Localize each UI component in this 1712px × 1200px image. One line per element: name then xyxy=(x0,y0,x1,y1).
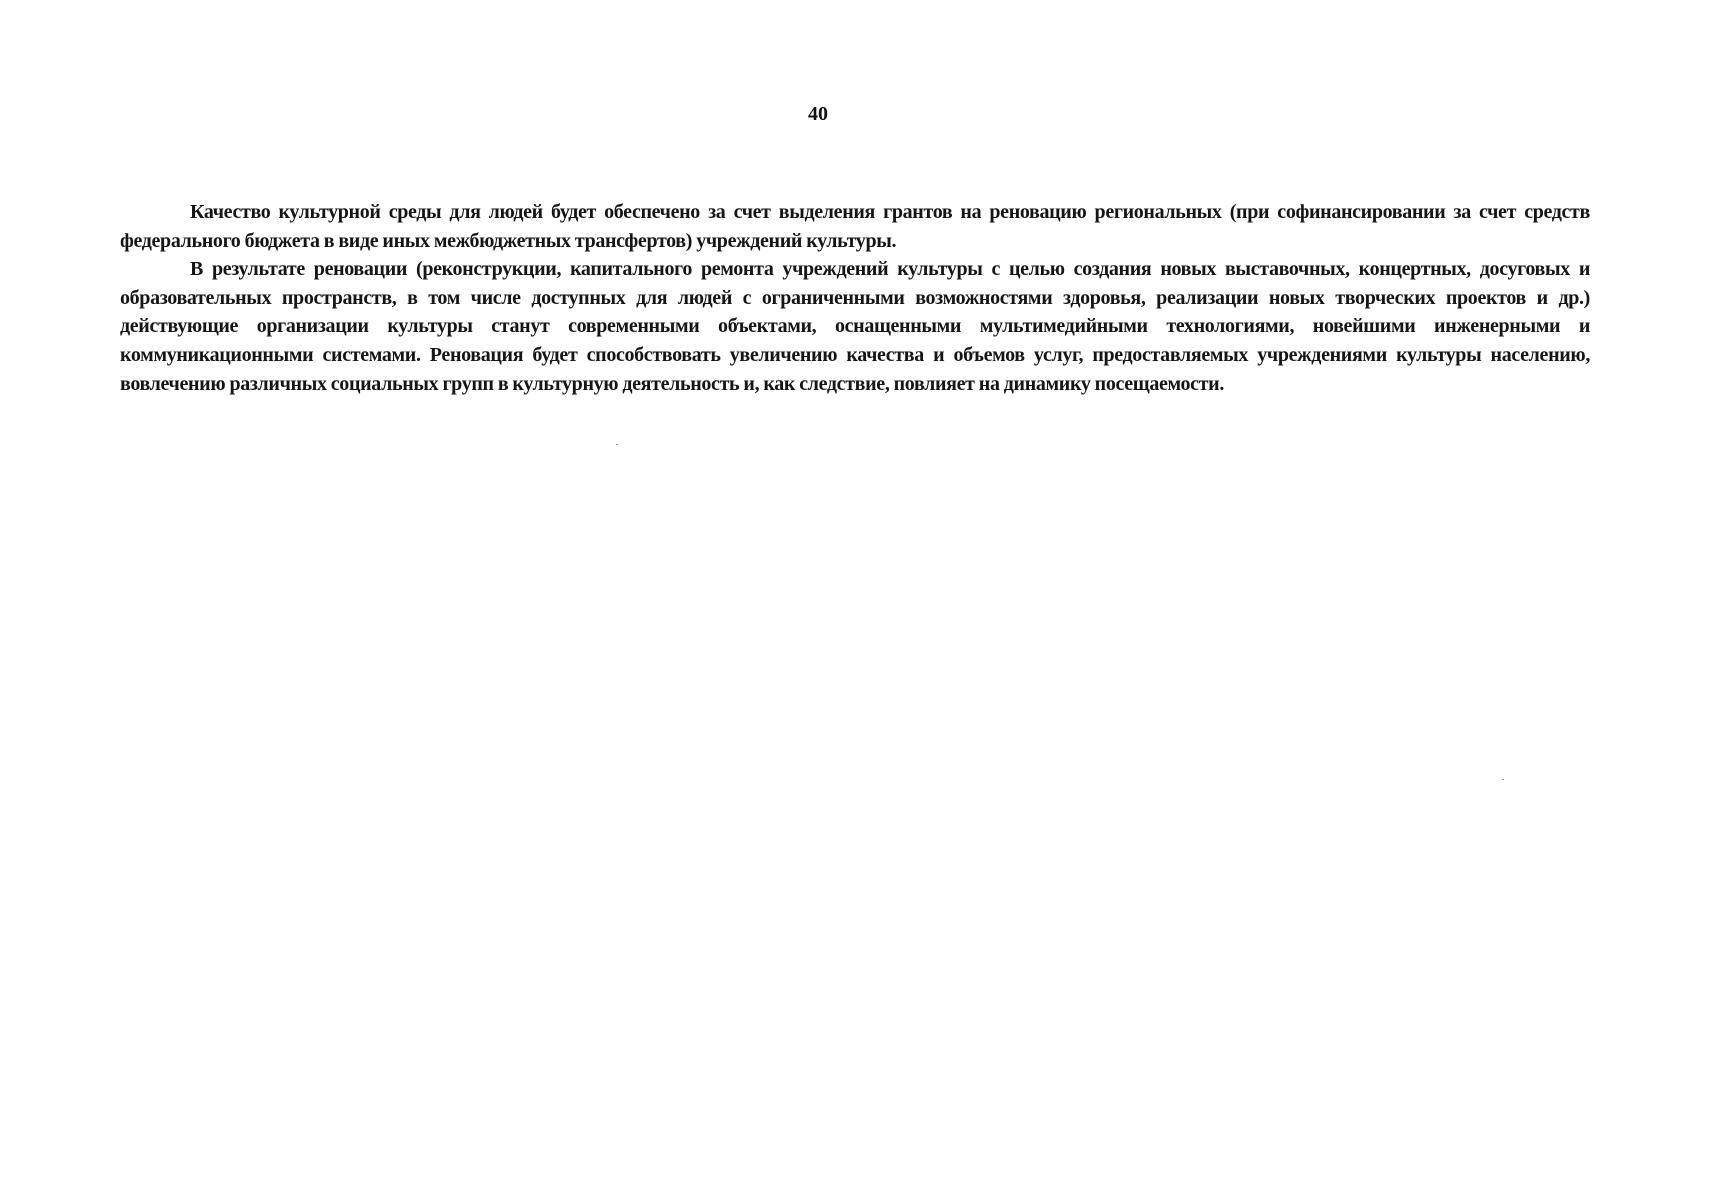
paragraph-renovation: В результате реновации (реконструкции, капитального ремонта учреждений культуры с целью создания новых выставочных, концертных, досуговых и образовательных пространств, в том числе доступных для людей с ограниченными возможностями здоровья, реализации новых творческих проектов и др.) действующие организации культуры станут современными объектами, оснащенными мультимедийными технологиями, новейшими инженерными и коммуникационными системами. Реновация будет способствовать увеличению качества и объемов услуг, предоставляемых учреждениями культуры населению, вовлечению различных социальных групп в культурную деятельность и, как следствие, повлияет на динамику посещаемости. xyxy=(120,258,1590,395)
body-text xyxy=(120,198,1590,398)
paragraph-grants: Качество культурной среды для людей будет обеспечено за счет выделения грантов на реновацию региональных (при софинансировании за счет средств федерального бюджета в виде иных межбюджетных трансфертов) учреждений культуры. xyxy=(120,201,1590,252)
scan-speck xyxy=(1502,779,1504,780)
scan-speck xyxy=(616,444,618,445)
page-number: 40 xyxy=(808,103,828,125)
